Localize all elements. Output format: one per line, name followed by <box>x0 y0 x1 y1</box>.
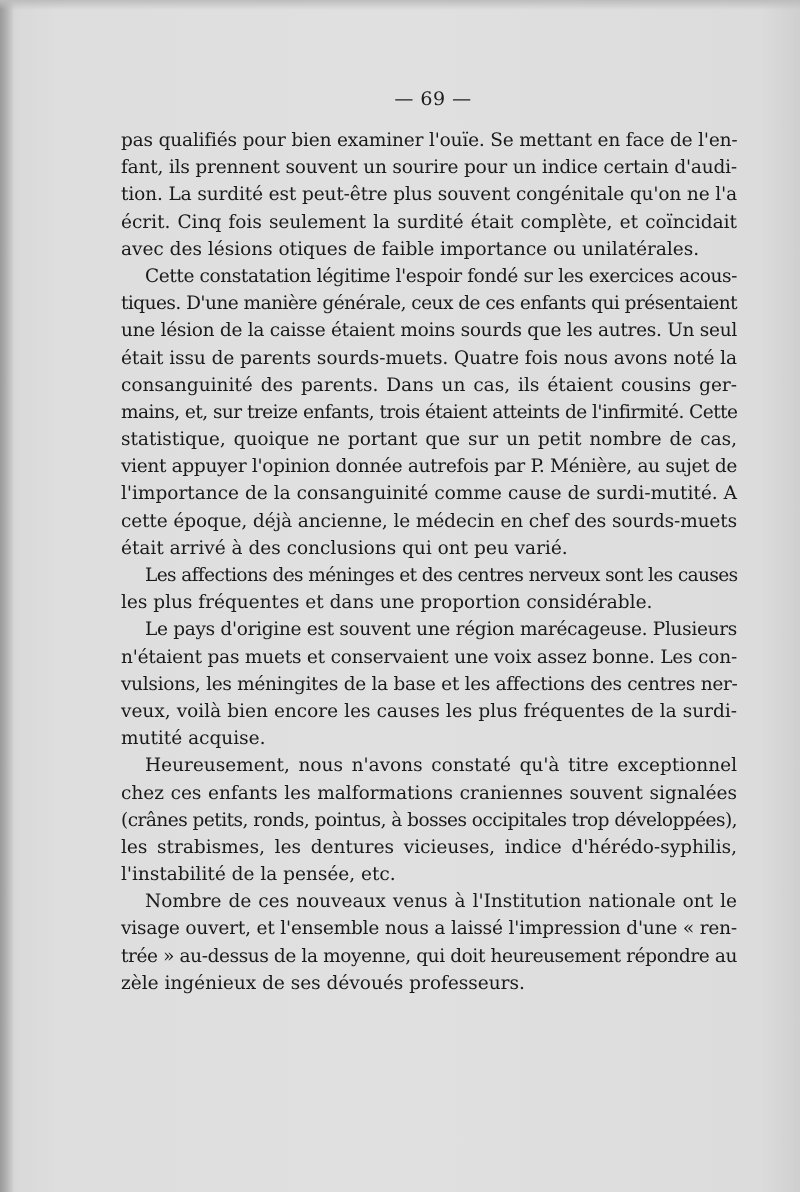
text-line: Les affections des méninges et des centres nerveux sont les causes <box>145 565 738 586</box>
text-line: écrit. Cinq fois seulement la surdité était complète, et coïncidait <box>121 211 737 233</box>
text-line: visage ouvert, et l'ensemble nous a laissé l'impression d'une « ren- <box>121 918 738 940</box>
text-line: trée » au-dessus de la moyenne, qui doit heureusement répondre au <box>121 945 737 967</box>
text-line: pas qualifiés pour bien examiner l'ouïe. Se mettant en face de l'en- <box>121 130 738 151</box>
text-line: Le pays d'origine est souvent une région marécageuse. Plusieurs <box>145 619 737 641</box>
top-edge-shadow <box>0 0 800 10</box>
text-line: les plus fréquentes et dans une proportion considérable. <box>121 592 653 614</box>
text-line: l'importance de la consanguinité comme cause de surdi-mutité. A <box>121 483 737 505</box>
text-line: zèle ingénieux de ses dévoués professeurs. <box>121 972 525 994</box>
text-line: Nombre de ces nouveaux venus à l'Institution nationale ont le <box>145 891 737 913</box>
text-line: était issu de parents sourds-muets. Quatre fois nous avons noté la <box>121 347 737 369</box>
text-line: chez ces enfants les malformations craniennes souvent signalées <box>121 782 737 804</box>
paragraph-4 <box>121 616 737 752</box>
text-line: Heureusement, nous n'avons constaté qu'à titre exceptionnel <box>145 755 737 777</box>
page-number: — 69 — <box>394 88 472 110</box>
text-line: consanguinité des parents. Dans un cas, ils étaient cousins ger- <box>121 374 737 396</box>
text-line: vient appuyer l'opinion donnée autrefois par P. Ménière, au sujet de <box>121 456 738 478</box>
text-line: mutité acquise. <box>121 728 266 750</box>
text-line: vulsions, les méningites de la base et les affections des centres ner- <box>121 673 738 695</box>
text-line: mains, et, sur treize enfants, trois étaient atteints de l'infirmité. Cette <box>121 401 738 423</box>
text-line: tion. La surdité est peut-être plus souvent congénitale qu'on ne l'a <box>121 184 737 206</box>
binding-shadow <box>0 0 14 1192</box>
paragraph-2 <box>121 263 737 562</box>
text-line: statistique, quoique ne portant que sur un petit nombre de cas, <box>121 429 737 451</box>
paragraph-3 <box>121 562 737 616</box>
text-line: Cette constatation légitime l'espoir fondé sur les exercices acous- <box>145 265 738 287</box>
text-line: veux, voilà bien encore les causes les plus fréquentes de la surdi- <box>121 700 737 722</box>
text-line: fant, ils prennent souvent un sourire pour un indice certain d'audi- <box>121 157 737 179</box>
text-line: avec des lésions otiques de faible importance ou unilatérales. <box>121 238 700 260</box>
text-line: tiques. D'une manière générale, ceux de ces enfants qui présentaient <box>121 293 738 315</box>
text-line: cette époque, déjà ancienne, le médecin en chef des sourds-muets <box>121 510 737 532</box>
paragraph-6 <box>121 888 737 997</box>
text-line: une lésion de la caisse étaient moins sourds que les autres. Un seul <box>121 320 737 342</box>
text-line: les strabismes, les dentures vicieuses, indice d'hérédo-syphilis, <box>121 836 737 858</box>
text-line: n'étaient pas muets et conservaient une voix assez bonne. Les con- <box>121 646 737 668</box>
body-text <box>121 127 737 997</box>
text-line: l'instabilité de la pensée, etc. <box>121 864 396 886</box>
text-line: (crânes petits, ronds, pointus, à bosses occipitales trop développées), <box>121 809 738 831</box>
text-line: était arrivé à des conclusions qui ont peu varié. <box>121 537 568 559</box>
paragraph-5 <box>121 752 737 888</box>
paragraph-1 <box>121 127 737 263</box>
